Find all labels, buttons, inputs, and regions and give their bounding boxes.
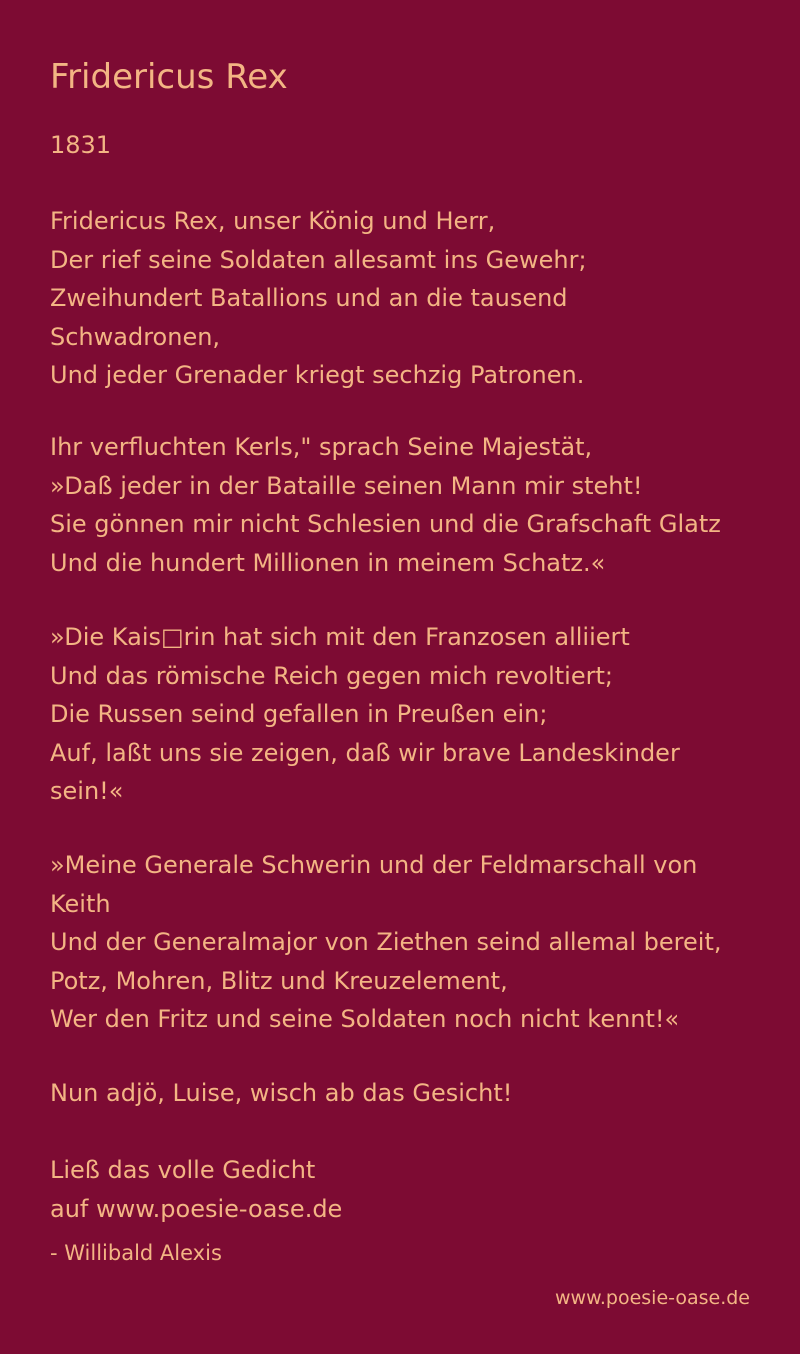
poem-title: Fridericus Rex	[50, 57, 288, 97]
poem-line: Und der Generalmajor von Ziethen seind allemal bereit,	[50, 928, 722, 956]
poem-line: Und das römische Reich gegen mich revoltiert;	[50, 661, 613, 690]
stanza-1	[50, 202, 760, 395]
poem-line: Keith	[50, 889, 111, 918]
poem-line: Und die hundert Millionen in meinem Schatz.«	[50, 548, 606, 577]
poem-line: Schwadronen,	[50, 322, 221, 351]
read-more-note	[50, 1151, 760, 1228]
poem-line: Fridericus Rex, unser König und Herr,	[50, 207, 496, 235]
footer-url: www.poesie-oase.de	[554, 1287, 750, 1309]
poem-line: Ihr verfluchten Kerls," sprach Seine Majestät,	[50, 433, 593, 461]
poem-line: Sie gönnen mir nicht Schlesien und die Grafschaft Glatz	[50, 510, 721, 538]
poem-line: Wer den Fritz und seine Soldaten noch nicht kennt!«	[50, 1005, 680, 1033]
poem-line: Zweihundert Batallions und an die tausend	[50, 284, 568, 312]
poem-line: »Die Kais□rin hat sich mit den Franzosen alliiert	[50, 623, 630, 651]
poem-line: Nun adjö, Luise, wisch ab das Gesicht!	[50, 1079, 513, 1107]
poem-line: Und jeder Grenader kriegt sechzig Patronen.	[50, 361, 585, 389]
read-more-link: auf www.poesie-oase.de	[50, 1194, 343, 1223]
stanza-3	[50, 618, 760, 811]
poem-author: - Willibald Alexis	[50, 1241, 222, 1265]
poem-line: Auf, laßt uns sie zeigen, daß wir brave Landeskinder	[50, 738, 680, 767]
poem-year: 1831	[50, 131, 112, 159]
stanza-5	[50, 1074, 760, 1113]
poem-line: sein!«	[50, 777, 124, 805]
poem-line: »Daß jeder in der Bataille seinen Mann mir steht!	[50, 471, 643, 500]
read-more-line: Ließ das volle Gedicht	[50, 1156, 316, 1184]
stanza-4	[50, 846, 760, 1039]
poem-line: Potz, Mohren, Blitz und Kreuzelement,	[50, 966, 508, 995]
stanza-2	[50, 428, 760, 582]
poem-line: Die Russen seind gefallen in Preußen ein;	[50, 700, 548, 728]
poem-line: »Meine Generale Schwerin und der Feldmarschall von	[50, 851, 698, 879]
poem-line: Der rief seine Soldaten allesamt ins Gewehr;	[50, 245, 587, 274]
